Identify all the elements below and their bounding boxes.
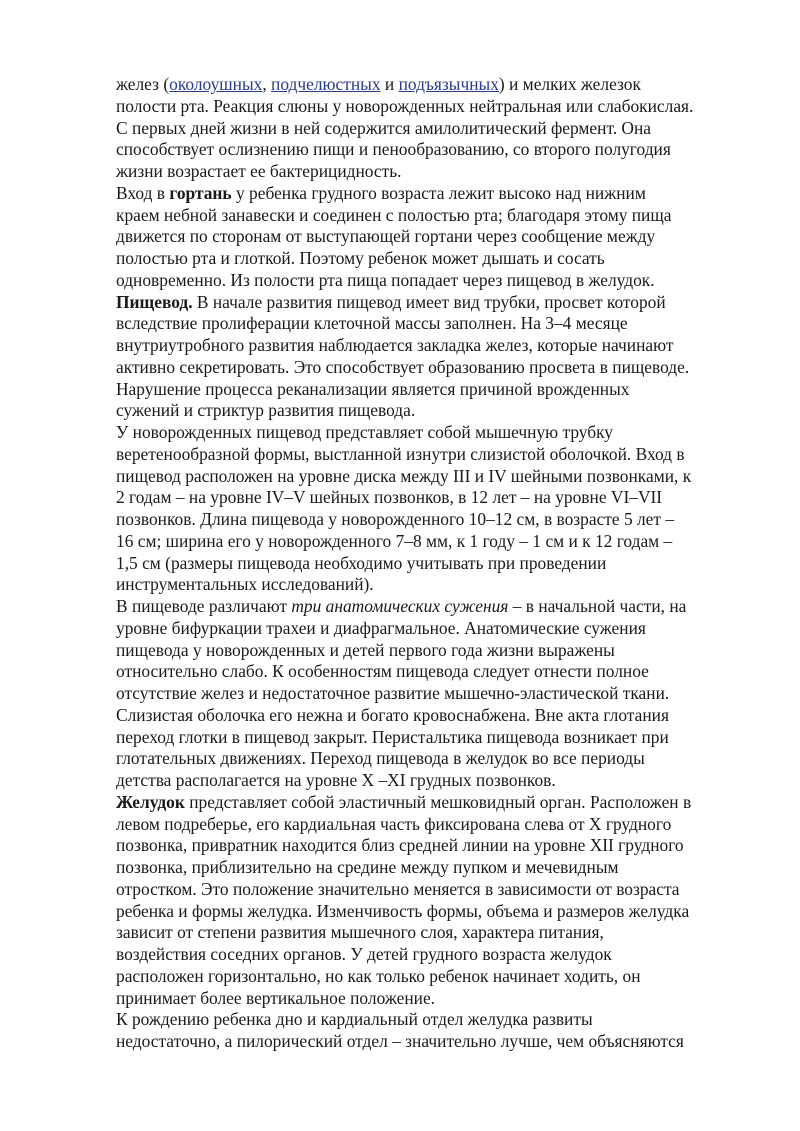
text-line: пищевода у новорожденных и детей первого года жизни выражены (116, 639, 615, 660)
three-narrowings-term: три анатомических сужения (291, 596, 509, 616)
text-line: одновременно. Из полости рта пища попадает через пищевод в желудок. (116, 269, 655, 290)
submandibular-link[interactable]: подчелюстных (271, 74, 381, 94)
text-line: краем небной занавески и соединен с полостью рта; благодаря этому пища (116, 204, 672, 225)
stomach-heading: Желудок (116, 791, 185, 812)
text-line: зависит от степени развития мышечного слоя, характера питания, (116, 922, 604, 943)
text-line: позвонка, привратник находится близ средней линии на уровне XII грудного (116, 835, 684, 856)
text-line: внутриутробного развития наблюдается закладка желез, которые начинают (116, 335, 674, 355)
text-line: полости рта. Реакция слюны у новорожденных нейтральная или слабокислая. (116, 95, 694, 116)
text-line: веретенообразной формы, выстланной изнутри слизистой оболочкой. Вход в (116, 443, 685, 464)
text-line: сужений и стриктур развития пищевода. (116, 400, 416, 421)
text-line: 16 см; ширина его у новорожденного 7–8 мм, к 1 году – 1 см и к 12 годам – (116, 530, 673, 551)
text-line: ребенка и формы желудка. Изменчивость формы, объема и размеров желудка (116, 900, 690, 921)
text-line: активно секретировать. Это способствует образованию просвета в пищеводе. (116, 356, 690, 377)
text-line: воздействия соседних органов. У детей грудного возраста желудок (116, 944, 612, 964)
text-line: левом подреберье, его кардиальная часть фиксирована слева от X грудного (116, 813, 672, 834)
text-line: принимает более вертикальное положение. (116, 987, 436, 1008)
text-line: С первых дней жизни в ней содержится амилолитический фермент. Она (116, 117, 652, 138)
text-line: Желудок представляет собой эластичный мешковидный орган. Расположен в (116, 791, 692, 812)
sublingual-link[interactable]: подъязычных (398, 74, 499, 94)
text-line: 1,5 см (размеры пищевода необходимо учитывать при проведении (116, 552, 607, 573)
text-line: недостаточно, а пилорический отдел – значительно лучше, чем объясняются (116, 1031, 684, 1051)
text-line: уровне бифуркации трахеи и диафрагмальное. Анатомические сужения (116, 617, 646, 638)
text-line: переход глотки в пищевод закрыт. Перистальтика пищевода возникает при (116, 726, 669, 747)
text-line: позвонка, приблизительно на средине между пупком и мечевидным (116, 857, 619, 877)
text-line: Нарушение процесса реканализации является причиной врожденных (116, 378, 630, 399)
text-line: вследствие пролиферации клеточной массы заполнен. На 3–4 месяце (116, 313, 628, 334)
text-line: движется по сторонам от выступающей гортани через сообщение между (116, 226, 656, 247)
text-line: Вход в гортань у ребенка грудного возраста лежит высоко над нижним (116, 182, 646, 203)
text-line: отсутствие желез и недостаточное развитие мышечно-эластической ткани. (116, 683, 670, 703)
text-line: жизни возрастает ее бактерицидность. (116, 161, 402, 181)
text-line: К рождению ребенка дно и кардиальный отдел желудка развиты (116, 1009, 593, 1030)
text-line: 2 годам – на уровне IV–V шейных позвонков, в 12 лет – на уровне VI–VII (116, 487, 663, 508)
text-line: инструментальных исследований). (116, 574, 374, 595)
document-page (116, 74, 746, 1053)
text-line: У новорожденных пищевод представляет собой мышечную трубку (116, 422, 614, 442)
text-line: относительно слабо. К особенностям пищевода следует отнести полное (116, 661, 649, 682)
text-line: отростком. Это положение значительно меняется в зависимости от возраста (116, 878, 680, 899)
parotid-link[interactable]: околоушных (169, 74, 263, 94)
text-line: В пищеводе различают три анатомических сужения – в начальной части, на (116, 596, 687, 616)
text-line: Пищевод. В начале развития пищевод имеет вид трубки, просвет которой (116, 291, 666, 312)
text-line: полостью рта и глоткой. Поэтому ребенок может дышать и сосать (116, 248, 605, 268)
text-line: глотательных движениях. Переход пищевода в желудок во все периоды (116, 748, 645, 769)
text-line: желез (околоушных, подчелюстных и подъязычных) и мелких железок (116, 74, 641, 94)
text-line: детства располагается на уровне X –XI грудных позвонков. (116, 770, 556, 790)
text-line: позвонков. Длина пищевода у новорожденного 10–12 см, в возрасте 5 лет – (116, 509, 675, 529)
text-line: пищевод расположен на уровне диска между III и IV шейными позвонками, к (116, 465, 692, 486)
larynx-term: гортань (169, 182, 232, 203)
esophagus-heading: Пищевод. (116, 291, 193, 312)
text-line: Слизистая оболочка его нежна и богато кровоснабжена. Вне акта глотания (116, 704, 669, 725)
text-line: расположен горизонтально, но как только ребенок начинает ходить, он (116, 965, 641, 986)
text-line: способствует ослизнению пищи и пенообразованию, со второго полугодия (116, 139, 671, 160)
